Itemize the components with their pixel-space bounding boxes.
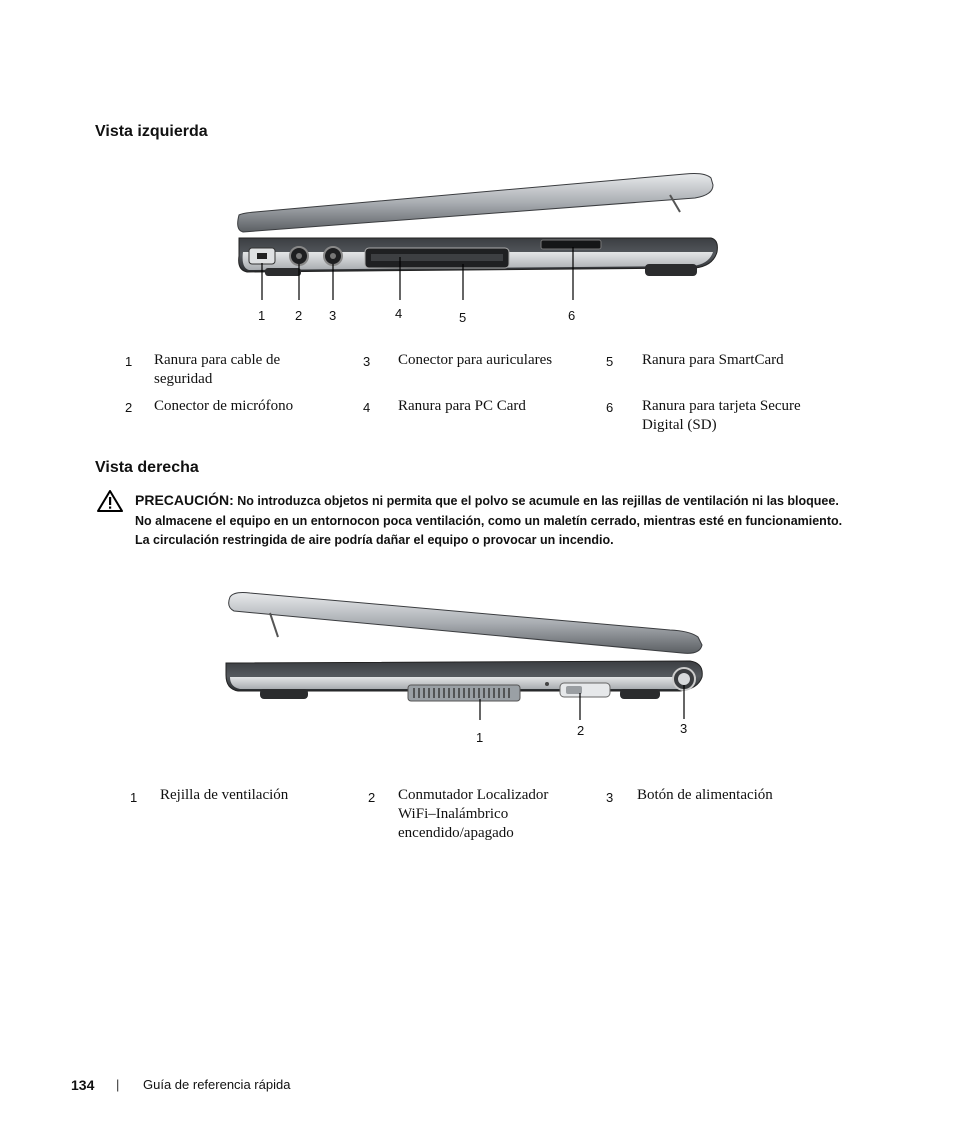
legend-num: 2 (125, 400, 133, 415)
legend-num: 3 (363, 354, 371, 369)
legend-text: Conmutador Localizador WiFi–Inalámbrico encendido/apagado (398, 787, 549, 841)
legend-text: Conector para auriculares (398, 352, 553, 368)
footer-title: Guía de referencia rápida (143, 1077, 291, 1092)
left-callout-2: 2 (295, 308, 303, 323)
left-view-laptop-image (225, 160, 725, 300)
legend-text: Rejilla de ventilación (160, 787, 289, 803)
left-callout-3: 3 (329, 308, 337, 323)
legend-text: Conector de micrófono (154, 398, 294, 414)
left-callout-6: 6 (568, 308, 576, 323)
right-view-heading: Vista derecha (95, 459, 199, 476)
left-view-heading: Vista izquierda (95, 123, 208, 140)
legend-num: 2 (368, 790, 376, 805)
caution-text: No introduzca objetos ni permita que el polvo se acumule en las rejillas de ventilación ni las bloquee. No almacene el equipo en un entornocon poca ventilación, como un maletín cerrado, mientras esté en funcionamiento. La circulación restringida de aire podría dañar el equipo o provocar un incendio. (135, 494, 843, 547)
right-callout-2: 2 (577, 723, 585, 738)
legend-text: Ranura para cable de seguridad (154, 352, 281, 387)
legend-num: 3 (606, 790, 614, 805)
legend-text: Ranura para PC Card (398, 398, 526, 414)
footer-separator: | (116, 1077, 120, 1092)
page-number: 134 (71, 1077, 95, 1093)
legend-text: Botón de alimentación (637, 787, 773, 803)
right-callout-3: 3 (680, 721, 688, 736)
left-callout-4: 4 (395, 306, 403, 321)
right-callout-1: 1 (476, 730, 484, 745)
right-view-laptop-image (220, 585, 710, 720)
caution-icon (96, 489, 124, 513)
legend-text: Ranura para SmartCard (642, 352, 784, 368)
legend-num: 1 (130, 790, 138, 805)
legend-num: 6 (606, 400, 614, 415)
caution-note (135, 491, 845, 551)
legend-text: Ranura para tarjeta Secure Digital (SD) (642, 398, 801, 433)
legend-num: 4 (363, 400, 371, 415)
left-callout-5: 5 (459, 310, 467, 325)
legend-num: 5 (606, 354, 614, 369)
left-callout-1: 1 (258, 308, 266, 323)
legend-num: 1 (125, 354, 133, 369)
caution-label: PRECAUCIÓN: (135, 492, 234, 508)
